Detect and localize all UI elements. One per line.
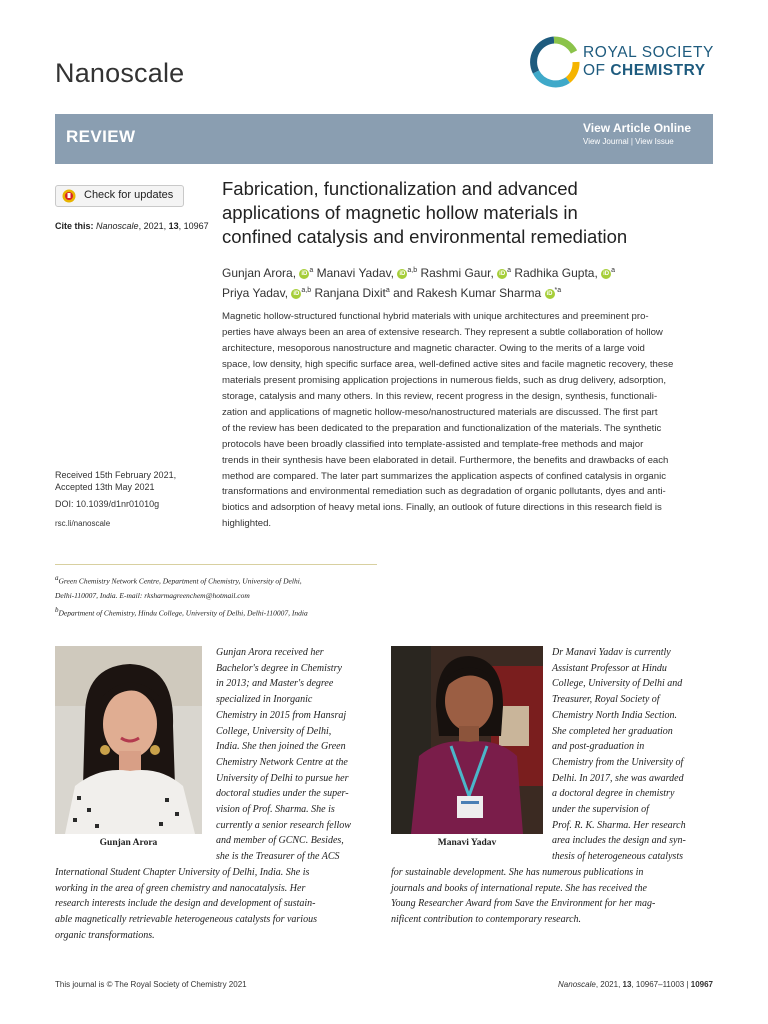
bio-gunjan-arora-side: Gunjan Arora received her Bachelor's degree in Chemistry in 2013; and Master's degree specialized in Inorganic Chemistry in 2015 from Hansraj College, University of Delhi, India. She then joined the Green Chemistry Network Centre at the University of Delhi to pursue her doctoral studies under the super- vision of Prof. Sharma. She is currently a senior research fellow and member of GCNC. Besides, she is the Treasurer of the ACS	[216, 647, 351, 863]
rsc-logo-icon	[528, 36, 580, 88]
received-dates: Received 15th February 2021, Accepted 13th May 2021	[55, 470, 177, 492]
author-name: Priya Yadav,	[222, 286, 289, 300]
author-list: Gunjan Arora, iD $^a$ Manavi Yadav, iD $^{a,b}$ Rashmi Gaur, iD $^a$ Radhika Gupta, iD $^a$ Priya Yadav, iD $^{a,b}$ Ranjana Dixit$^a$ and Rakesh Kumar Sharma iD $^{*a}$	[222, 266, 616, 300]
citation: Cite this: Nanoscale, 2021, 13, 10967	[55, 221, 209, 231]
journal-link[interactable]: rsc.li/nanoscale	[55, 519, 111, 528]
publisher-line2: OF CHEMISTRY	[583, 62, 706, 79]
photo-caption: Manavi Yadav	[437, 838, 497, 848]
view-article-online-link[interactable]: View Article Online	[583, 121, 692, 135]
affiliations: $^a$Green Chemistry Network Centre, Department of Chemistry, University of Delhi, Delhi-110007, India. E-mail: rksharmagreenchem@hotmail.com $^b$Department of Chemistry, Hindu College, University of Delhi, Delhi-110007, India	[55, 574, 308, 617]
author-photo-manavi-yadav	[391, 646, 543, 834]
author-name: and Rakesh Kumar Sharma	[393, 286, 542, 300]
doi[interactable]: DOI: 10.1039/d1nr01010g	[55, 499, 160, 509]
orcid-icon[interactable]: iD	[301, 270, 308, 277]
orcid-icon[interactable]: iD	[293, 290, 300, 297]
author-name: Manavi Yadav,	[316, 266, 395, 280]
copyright-footer: This journal is © The Royal Society of Chemistry 2021	[55, 980, 247, 989]
update-badge-icon	[62, 189, 76, 203]
author-photo-gunjan-arora	[55, 646, 202, 834]
orcid-icon[interactable]: iD	[603, 270, 610, 277]
article-type-label: REVIEW	[66, 127, 136, 146]
publisher-line1: ROYAL SOCIETY	[583, 44, 714, 61]
orcid-icon[interactable]: iD	[399, 270, 406, 277]
abstract: Magnetic hollow-structured functional hybrid materials with unique architectures and preeminent pro- perties have always been an area of extensive research. They represent a subtle collaboration of hollow architecture, mesoporous nanostructure and magnetic character. Owing to the merits of a large void space, low density, high specific surface area, well-defined active sites and facile magnetic recovery, these materials present promising application projections in numerous fields, such as drug delivery, adsorption, storage, catalysis and many others. In this review, recent progress in the design, synthesis, functionali- zation and applications of magnetic hollow-meso/nanostructured materials are discussed. The first part of the review has been dedicated to the preparation and functionalization of the materials. The synthetic protocols have been broadly classified into template-assisted and template-free methods and major trends in their synthesis have been elaborated in detail. Furthermore, the benefits and drawbacks of each method are compared. The later part summarizes the application aspects of confined catalysis in organic transformations and environmental remediation such as degradation of organic pollutants, dyes and anti- biotics and adsorption of heavy metal ions. Finally, an outlook of future directions in this research field is highlighted.	[222, 311, 674, 530]
author-name: Ranjana Dixit	[314, 286, 386, 300]
page-footer: Nanoscale, 2021, 13, 10967–11003 | 10967	[558, 980, 713, 989]
bio-gunjan-arora-full: International Student Chapter University of Delhi, India. She is working in the area of green chemistry and nanocatalysis. Her research interests include the design and development of sustain- able magnetically retrievable heterogeneous catalysts for various organic transformations.	[55, 867, 317, 941]
affiliation-divider	[55, 564, 377, 565]
check-for-updates-button[interactable]	[55, 185, 184, 207]
author-name: Radhika Gupta,	[514, 266, 598, 280]
article-title: Fabrication, functionalization and advanced applications of magnetic hollow materials in confined catalysis and environmental remediation	[222, 178, 628, 247]
orcid-icon[interactable]: iD	[499, 270, 506, 277]
bio-manavi-yadav-full: for sustainable development. She has numerous publications in journals and books of international repute. She has received the Young Researcher Award from Save the Environment for her mag- nificent contribution to contemporary research.	[391, 867, 656, 926]
check-for-updates-label: Check for updates	[84, 189, 174, 201]
view-journal-issue-links[interactable]: View Journal | View Issue	[583, 137, 674, 146]
author-name: Rashmi Gaur,	[420, 266, 494, 280]
journal-name: Nanoscale	[55, 58, 185, 88]
bio-manavi-yadav-side: Dr Manavi Yadav is currently Assistant Professor at Hindu College, University of Delhi and Treasurer, Royal Society of Chemistry North India Section. She completed her graduation and post-graduation in Chemistry from the University of Delhi. In 2017, she was awarded a doctoral degree in chemistry under the supervision of Prof. R. K. Sharma. Her research area includes the design and syn- thesis of heterogeneous catalysts	[552, 647, 686, 863]
photo-caption: Gunjan Arora	[99, 838, 158, 848]
orcid-icon[interactable]: iD	[546, 290, 553, 297]
author-name: Gunjan Arora,	[222, 266, 297, 280]
